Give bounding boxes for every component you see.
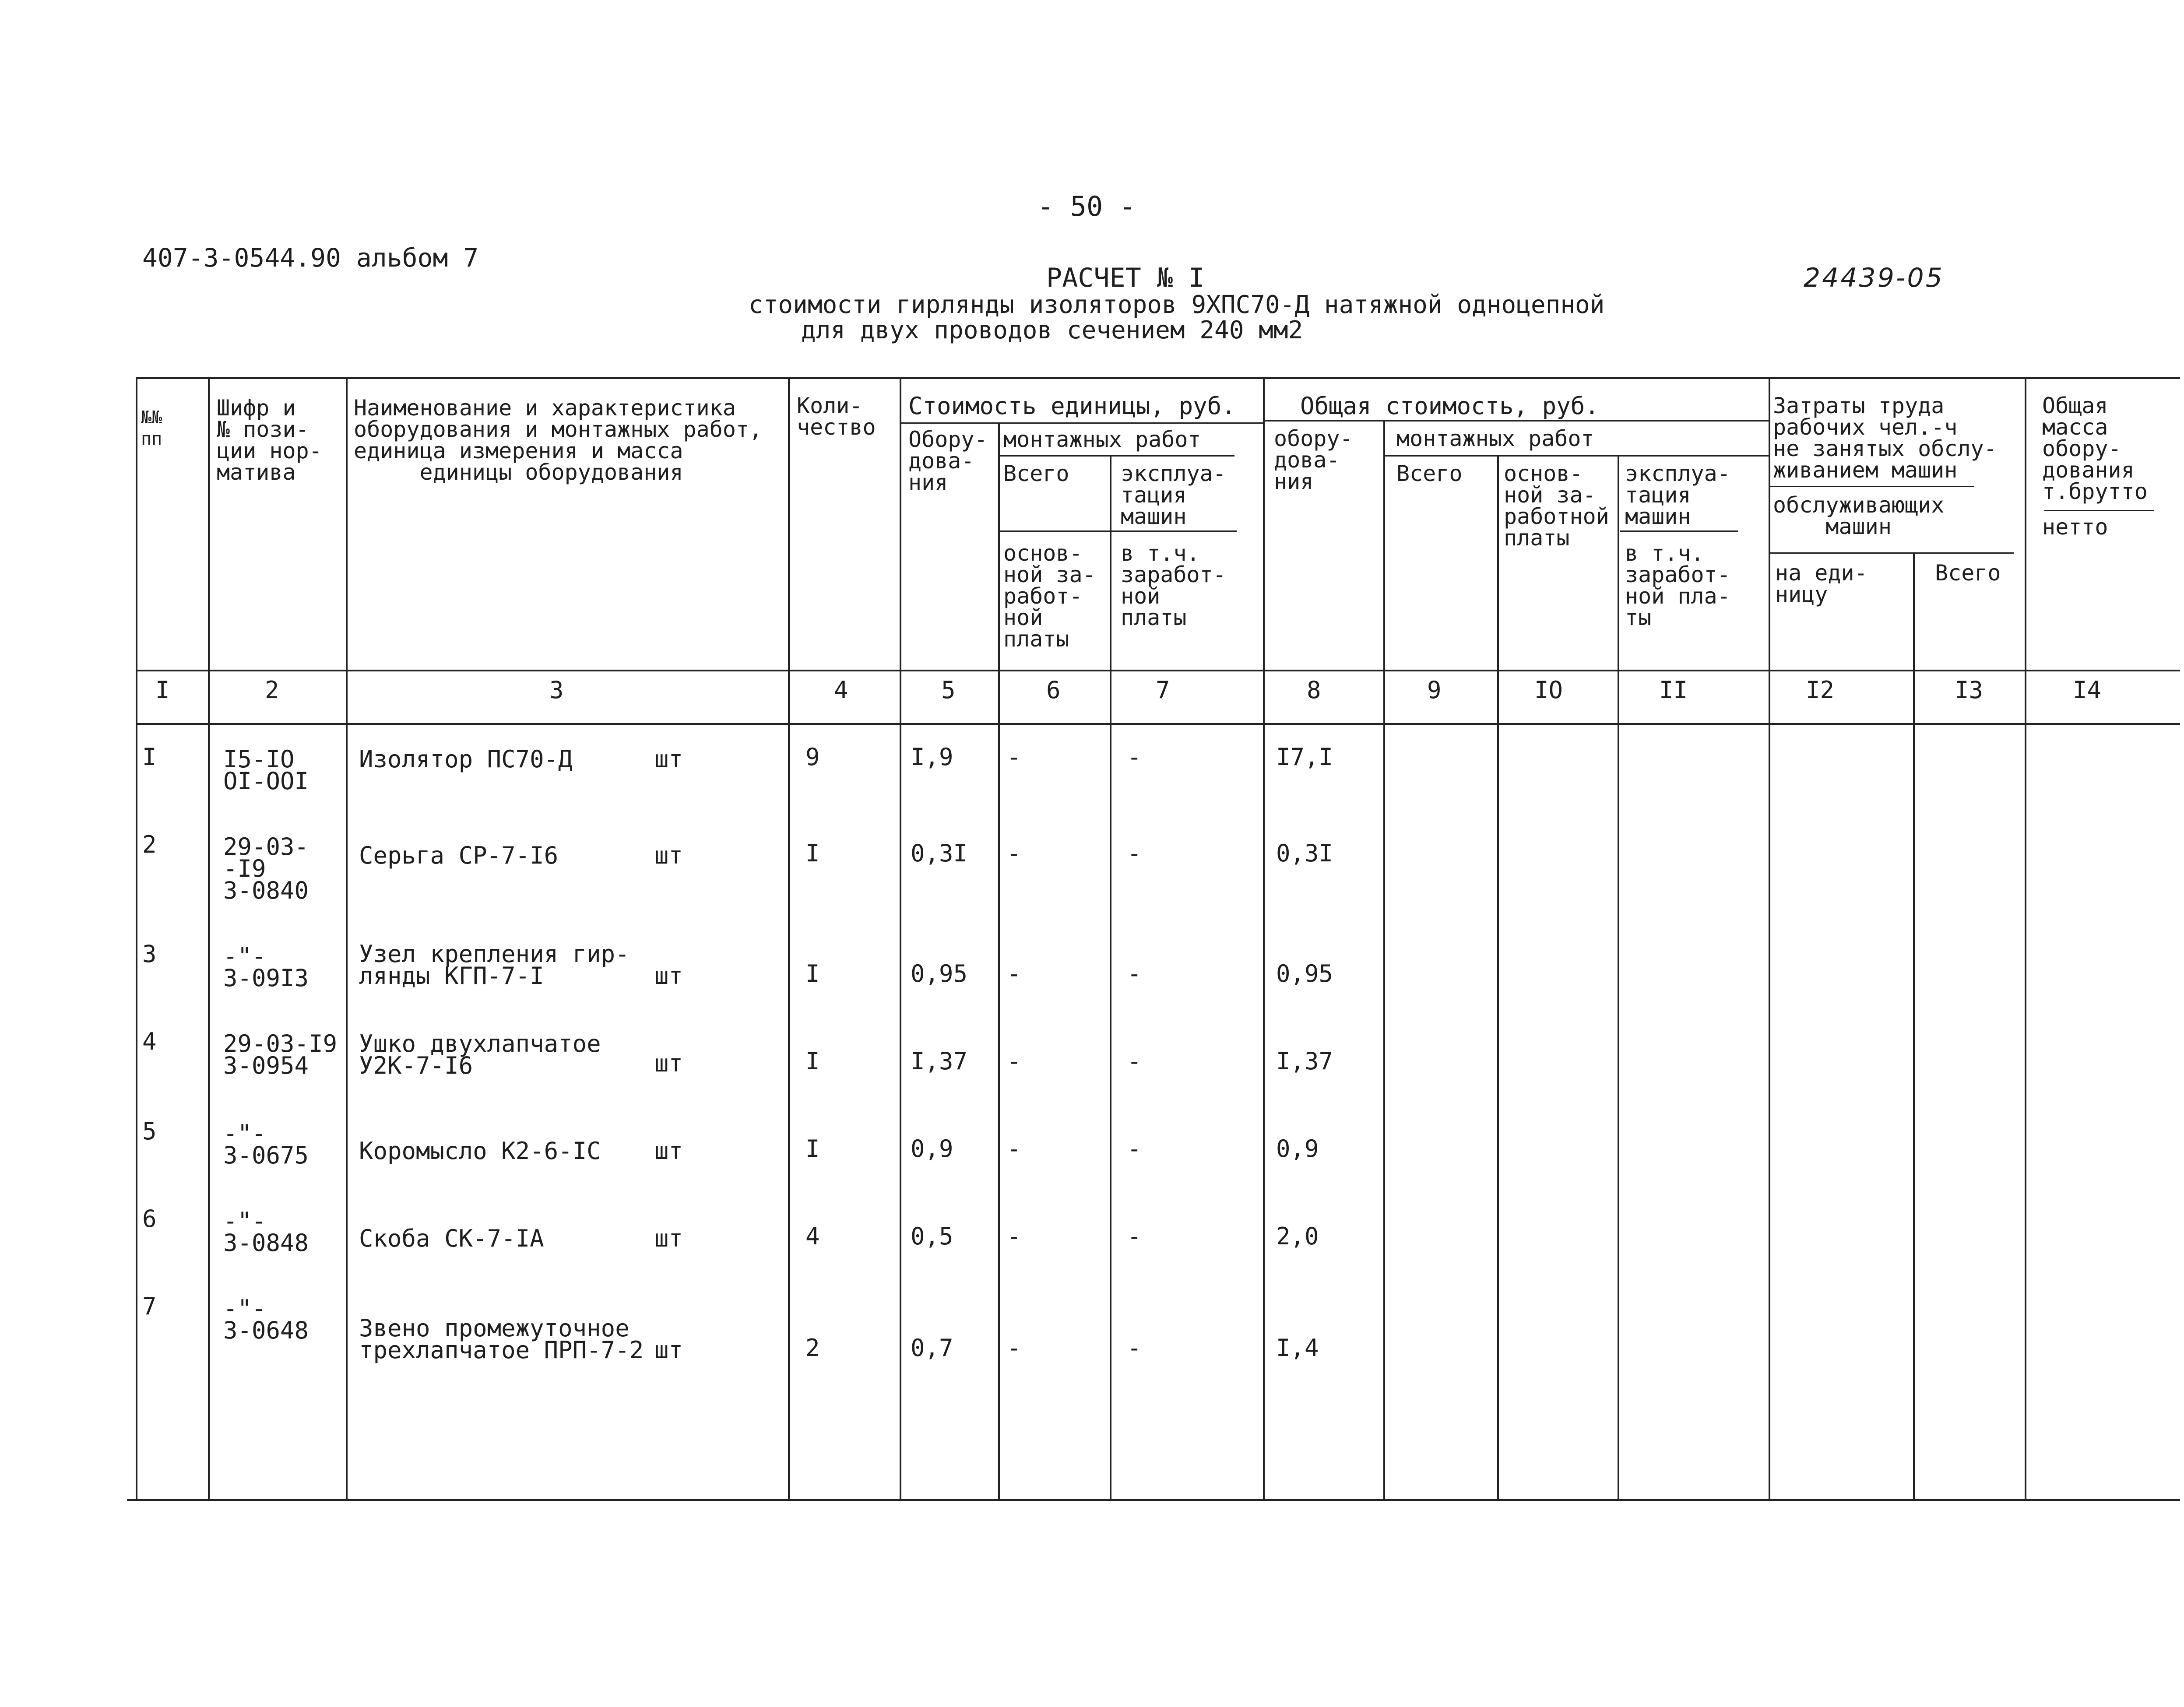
header-col11-top: эксплуа- тация машин [1625,461,1730,529]
norm-code: -"- 3-0675 [223,1120,309,1169]
header-unit-mount: монтажных работ [1003,427,1201,452]
item-name: Звено промежуточное трехлапчатое ПРП-7-2 [359,1314,644,1364]
quantity: I [805,1135,820,1163]
column-number: 7 [1156,676,1170,704]
header-col3: Наименование и характеристика оборудования и монтажных работ, единица измерения и масса единицы оборудования [354,395,763,485]
norm-code: -"- 3-0648 [223,1295,309,1344]
header-col2: Шифр и № пози- ции нор- матива [217,395,322,485]
machine-cost: - [1127,1047,1142,1075]
header-col12: на еди- ницу [1775,560,1867,607]
header-col6-bottom: основ- ной за- работ- ной платы [1003,541,1096,652]
equipment-unit-cost: 0,7 [911,1334,953,1362]
col-border-0 [136,377,137,1499]
col-border-1 [208,377,210,1499]
header-col7-bottom: в т.ч. заработ- ной платы [1121,541,1226,630]
header-col5: Обору- дова- ния [908,427,988,495]
col-border-8 [1383,420,1385,1499]
item-unit: шт [654,745,683,773]
item-unit: шт [654,1050,683,1077]
mount-total-cost: - [1007,1222,1021,1250]
column-number: IO [1534,676,1563,704]
equipment-total-cost: 0,9 [1276,1135,1319,1163]
column-number: 6 [1046,676,1061,704]
item-unit: шт [654,1336,683,1364]
total-cost-underline [1263,420,1769,421]
header-labor-top: Затраты труда рабочих чел.-ч не занятых обслу- живанием машин [1773,393,1997,483]
column-number: 4 [834,676,848,704]
header-bottom-border [136,670,2180,671]
item-unit: шт [654,1225,683,1252]
column-number: 2 [265,676,279,704]
header-col7-top: эксплуа- тация машин [1121,461,1226,529]
header-labor-mid: обслуживающих машин [1773,492,1945,539]
quantity: I [805,839,820,867]
machine-cost: - [1127,1334,1142,1362]
equipment-unit-cost: 0,5 [911,1222,953,1250]
item-name: Коромысло К2-6-IС [359,1137,601,1165]
total-mount-underline [1383,455,1769,457]
machine-cost: - [1127,960,1142,987]
machine-cost: - [1127,1222,1142,1250]
equipment-unit-cost: 0,9 [911,1135,953,1163]
column-number: 8 [1307,676,1321,704]
column-number: I [155,676,170,704]
column-number: 9 [1427,676,1442,704]
equipment-total-cost: I,4 [1276,1334,1319,1362]
header-col4: Коли- чество [797,393,876,440]
column-number: 3 [549,676,564,704]
column-numbers-bottom-border [136,723,2180,725]
row-number: 2 [142,831,157,858]
column-number: I4 [2073,676,2102,704]
page-number: - 50 - [1037,190,1136,222]
machine-cost: - [1127,743,1142,771]
document-code: 407-3-0544.90 альбом 7 [142,243,479,273]
item-name: Узел крепления гир- лянды КГП-7-I [359,940,630,990]
stamp-number: 24439-05 [1804,263,1944,293]
column-number: II [1659,676,1688,704]
col-border-13 [2025,377,2026,1499]
norm-code: -"- 3-0848 [223,1207,309,1257]
col-border-11 [1769,377,1770,1499]
header-col11-bottom: в т.ч. заработ- ной пла- ты [1625,541,1730,630]
col-border-6 [1110,455,1111,1499]
table-top-border [136,377,2180,379]
total-mach-underline [1620,530,1738,532]
mount-total-cost: - [1007,743,1021,771]
equipment-unit-cost: I,9 [911,743,953,771]
col-border-4 [900,377,901,1499]
header-col1: №№ пп [141,407,162,449]
norm-code: -"- 3-09I3 [223,942,309,992]
equipment-total-cost: 0,95 [1276,960,1333,987]
header-unit-cost: Стоимость единицы, руб. [908,392,1236,420]
quantity: I [805,1047,820,1075]
mount-total-cost: - [1007,1135,1021,1163]
header-col13: Всего [1935,560,2001,586]
page-subtitle-line1: стоимости гирлянды изоляторов 9ХПС70-Д натяжной одноцепной [749,291,1605,319]
norm-code: 29-03- -I9 3-0840 [223,833,309,904]
equipment-total-cost: I,37 [1276,1047,1333,1075]
mass-underline [2044,510,2154,511]
unit-mount-underline [998,455,1234,457]
col-border-10 [1618,455,1619,1499]
header-total-cost: Общая стоимость, руб. [1300,392,1599,420]
header-col14-top: Общая масса обору- дования т.брутто [2042,393,2148,504]
quantity: I [805,960,820,987]
col-border-5 [998,422,1000,1499]
equipment-unit-cost: 0,95 [911,960,968,987]
column-number: I2 [1806,676,1835,704]
quantity: 9 [805,743,820,771]
col-border-3 [788,377,790,1499]
page-title: РАСЧЕТ № I [1046,263,1205,293]
quantity: 4 [805,1222,820,1250]
item-unit: шт [654,962,683,990]
column-number: 5 [941,676,956,704]
quantity: 2 [805,1334,820,1362]
row-number: I [142,743,157,771]
row-number: 7 [142,1293,157,1320]
header-col9: Всего [1396,461,1463,486]
norm-code: 29-03-I9 3-0954 [223,1030,338,1079]
equipment-total-cost: I7,I [1276,743,1333,771]
col-border-12 [1913,552,1915,1499]
row-number: 4 [142,1028,157,1055]
table-bottom-border [127,1499,2180,1501]
item-unit: шт [654,1137,683,1165]
item-name: Скоба СК-7-IА [359,1225,544,1252]
header-col14-bottom: нетто [2042,514,2108,540]
row-number: 5 [142,1117,157,1145]
row-number: 6 [142,1205,157,1233]
column-number: I3 [1955,676,1984,704]
unit-cost-underline [900,422,1263,424]
header-col10: основ- ной за- работной платы [1504,461,1609,551]
mount-total-cost: - [1007,960,1021,987]
unit-mach-underline [998,530,1237,532]
page-subtitle-line2: для двух проводов сечением 240 мм2 [801,316,1303,344]
col-border-2 [346,377,348,1499]
equipment-unit-cost: 0,3I [911,839,968,867]
item-name: Ушко двухлапчатое У2К-7-I6 [359,1030,601,1079]
col-border-9 [1497,455,1499,1499]
header-col6-top: Всего [1003,461,1069,486]
equipment-total-cost: 2,0 [1276,1222,1319,1250]
header-total-mount: монтажных работ [1396,426,1594,451]
labor-underline-2 [1769,552,2014,554]
item-name: Изолятор ПС70-Д [359,745,573,773]
col-border-7 [1263,377,1265,1499]
item-unit: шт [654,842,683,869]
mount-total-cost: - [1007,1047,1021,1075]
equipment-unit-cost: I,37 [911,1047,968,1075]
mount-total-cost: - [1007,839,1021,867]
labor-underline-1 [1769,486,1974,487]
machine-cost: - [1127,1135,1142,1163]
norm-code: I5-IO OI-OOI [223,745,309,795]
machine-cost: - [1127,839,1142,867]
mount-total-cost: - [1007,1334,1021,1362]
header-col8: обору- дова- ния [1274,426,1353,494]
equipment-total-cost: 0,3I [1276,839,1333,867]
row-number: 3 [142,940,157,968]
item-name: Серьга СР-7-I6 [359,842,559,869]
